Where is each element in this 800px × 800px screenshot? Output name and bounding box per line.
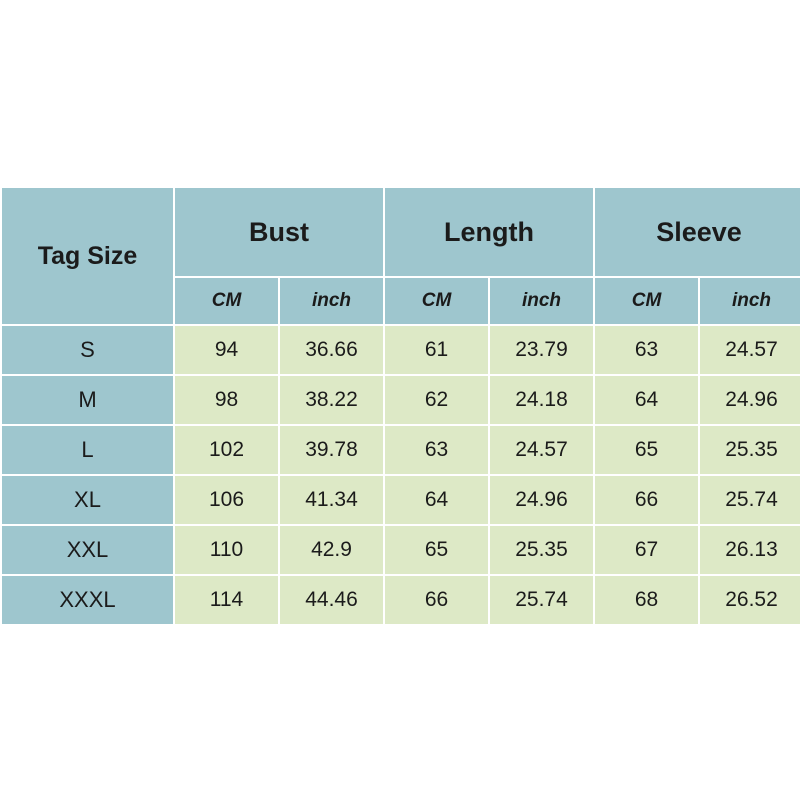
cell-bust-inch: 42.9 — [279, 525, 384, 575]
cell-sleeve-cm: 64 — [594, 375, 699, 425]
cell-sleeve-inch: 25.35 — [699, 425, 800, 475]
header-tag-size: Tag Size — [1, 187, 174, 325]
cell-sleeve-inch: 26.13 — [699, 525, 800, 575]
cell-sleeve-cm: 67 — [594, 525, 699, 575]
cell-sleeve-cm: 63 — [594, 325, 699, 375]
cell-bust-cm: 94 — [174, 325, 279, 375]
cell-sleeve-inch: 26.52 — [699, 575, 800, 625]
table-row — [1, 475, 800, 525]
table-row — [1, 325, 800, 375]
header-length-cm: CM — [384, 277, 489, 325]
table-row — [1, 575, 800, 625]
header-sleeve-inch: inch — [699, 277, 800, 325]
header-bust-inch: inch — [279, 277, 384, 325]
table-row — [1, 375, 800, 425]
cell-length-cm: 61 — [384, 325, 489, 375]
cell-length-cm: 62 — [384, 375, 489, 425]
cell-bust-cm: 110 — [174, 525, 279, 575]
cell-length-inch: 24.18 — [489, 375, 594, 425]
cell-bust-cm: 102 — [174, 425, 279, 475]
cell-bust-inch: 39.78 — [279, 425, 384, 475]
cell-bust-cm: 114 — [174, 575, 279, 625]
cell-bust-inch: 41.34 — [279, 475, 384, 525]
cell-length-inch: 24.96 — [489, 475, 594, 525]
size-chart-table — [0, 186, 800, 626]
cell-bust-cm: 98 — [174, 375, 279, 425]
cell-length-inch: 25.35 — [489, 525, 594, 575]
cell-sleeve-inch: 24.57 — [699, 325, 800, 375]
header-length-inch: inch — [489, 277, 594, 325]
header-sleeve: Sleeve — [594, 187, 800, 277]
table-row — [1, 425, 800, 475]
header-sleeve-cm: CM — [594, 277, 699, 325]
cell-bust-inch: 38.22 — [279, 375, 384, 425]
cell-bust-inch: 44.46 — [279, 575, 384, 625]
row-size-label: L — [1, 425, 174, 475]
cell-sleeve-inch: 25.74 — [699, 475, 800, 525]
cell-length-cm: 64 — [384, 475, 489, 525]
header-bust-cm: CM — [174, 277, 279, 325]
cell-sleeve-cm: 65 — [594, 425, 699, 475]
table-row — [1, 525, 800, 575]
cell-length-inch: 24.57 — [489, 425, 594, 475]
header-length: Length — [384, 187, 594, 277]
cell-sleeve-cm: 68 — [594, 575, 699, 625]
table-header-row-measurements — [1, 187, 800, 277]
cell-bust-cm: 106 — [174, 475, 279, 525]
cell-length-cm: 66 — [384, 575, 489, 625]
cell-bust-inch: 36.66 — [279, 325, 384, 375]
row-size-label: M — [1, 375, 174, 425]
cell-sleeve-cm: 66 — [594, 475, 699, 525]
cell-length-cm: 65 — [384, 525, 489, 575]
row-size-label: XXL — [1, 525, 174, 575]
size-chart-container — [0, 186, 800, 626]
header-bust: Bust — [174, 187, 384, 277]
cell-length-cm: 63 — [384, 425, 489, 475]
cell-sleeve-inch: 24.96 — [699, 375, 800, 425]
row-size-label: S — [1, 325, 174, 375]
cell-length-inch: 25.74 — [489, 575, 594, 625]
row-size-label: XL — [1, 475, 174, 525]
cell-length-inch: 23.79 — [489, 325, 594, 375]
row-size-label: XXXL — [1, 575, 174, 625]
